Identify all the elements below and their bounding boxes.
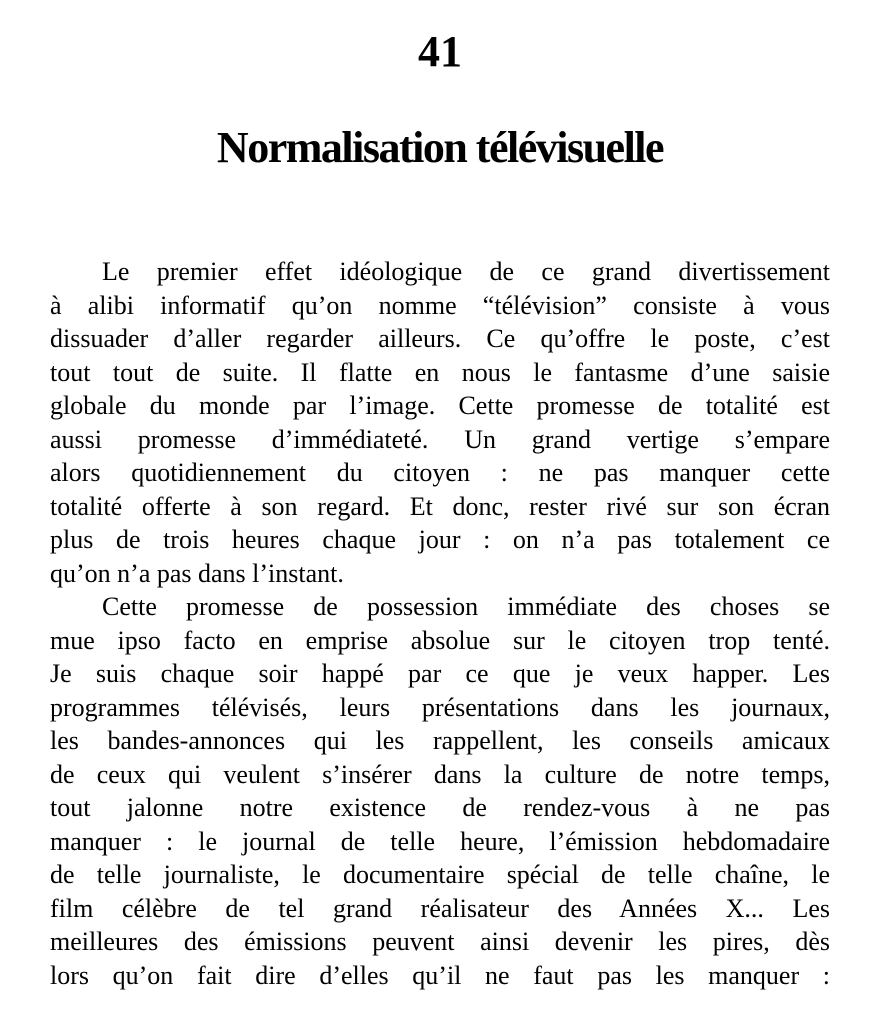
body-text <box>50 255 830 992</box>
text-line: alors quotidiennement du citoyen : ne pas manquer cette <box>50 458 830 487</box>
text-line: à alibi informatif qu’on nomme “télévision” consiste à vous <box>50 290 830 320</box>
text-line: de telle journaliste, le documentaire spécial de telle chaîne, le <box>50 860 830 889</box>
text-line: Je suis chaque soir happé par ce que je veux happer. Les <box>50 659 830 688</box>
text-line: les bandes-annonces qui les rappellent, les conseils amicaux <box>50 726 830 755</box>
paragraph-1 <box>50 255 830 590</box>
text-line: manquer : le journal de telle heure, l’émission hebdomadaire <box>50 826 830 856</box>
text-line: meilleures des émissions peuvent ainsi devenir les pires, dès <box>50 927 830 956</box>
text-line: plus de trois heures chaque jour : on n’a pas totalement ce <box>50 525 830 554</box>
paragraph-2 <box>50 590 830 992</box>
text-line: globale du monde par l’image. Cette promesse de totalité est <box>50 391 830 420</box>
text-line: de ceux qui veulent s’insérer dans la culture de notre temps, <box>50 759 830 789</box>
text-line: film célèbre de tel grand réalisateur des Années X... Les <box>50 893 830 923</box>
text-line: dissuader d’aller regarder ailleurs. Ce qu’offre le poste, c’est <box>50 324 830 353</box>
text-line: tout tout de suite. Il flatte en nous le fantasme d’une saisie <box>50 357 830 387</box>
chapter-title: Normalisation télévisuelle <box>216 123 664 172</box>
text-line: aussi promesse d’immédiateté. Un grand vertige s’empare <box>50 424 830 454</box>
text-line: lors qu’on fait dire d’elles qu’il ne faut pas les manquer : <box>50 960 830 990</box>
text-line: Le premier effet idéologique de ce grand divertissement <box>102 257 830 286</box>
text-line: mue ipso facto en emprise absolue sur le citoyen trop tenté. <box>50 625 830 655</box>
text-line: programmes télévisés, leurs présentations dans les journaux, <box>50 692 830 722</box>
text-line: totalité offerte à son regard. Et donc, rester rivé sur son écran <box>50 491 830 521</box>
text-line: tout jalonne notre existence de rendez-vous à ne pas <box>50 793 830 822</box>
text-line: Cette promesse de possession immédiate des choses se <box>102 592 830 621</box>
chapter-number: 41 <box>418 27 462 76</box>
text-line: qu’on n’a pas dans l’instant. <box>50 558 344 588</box>
